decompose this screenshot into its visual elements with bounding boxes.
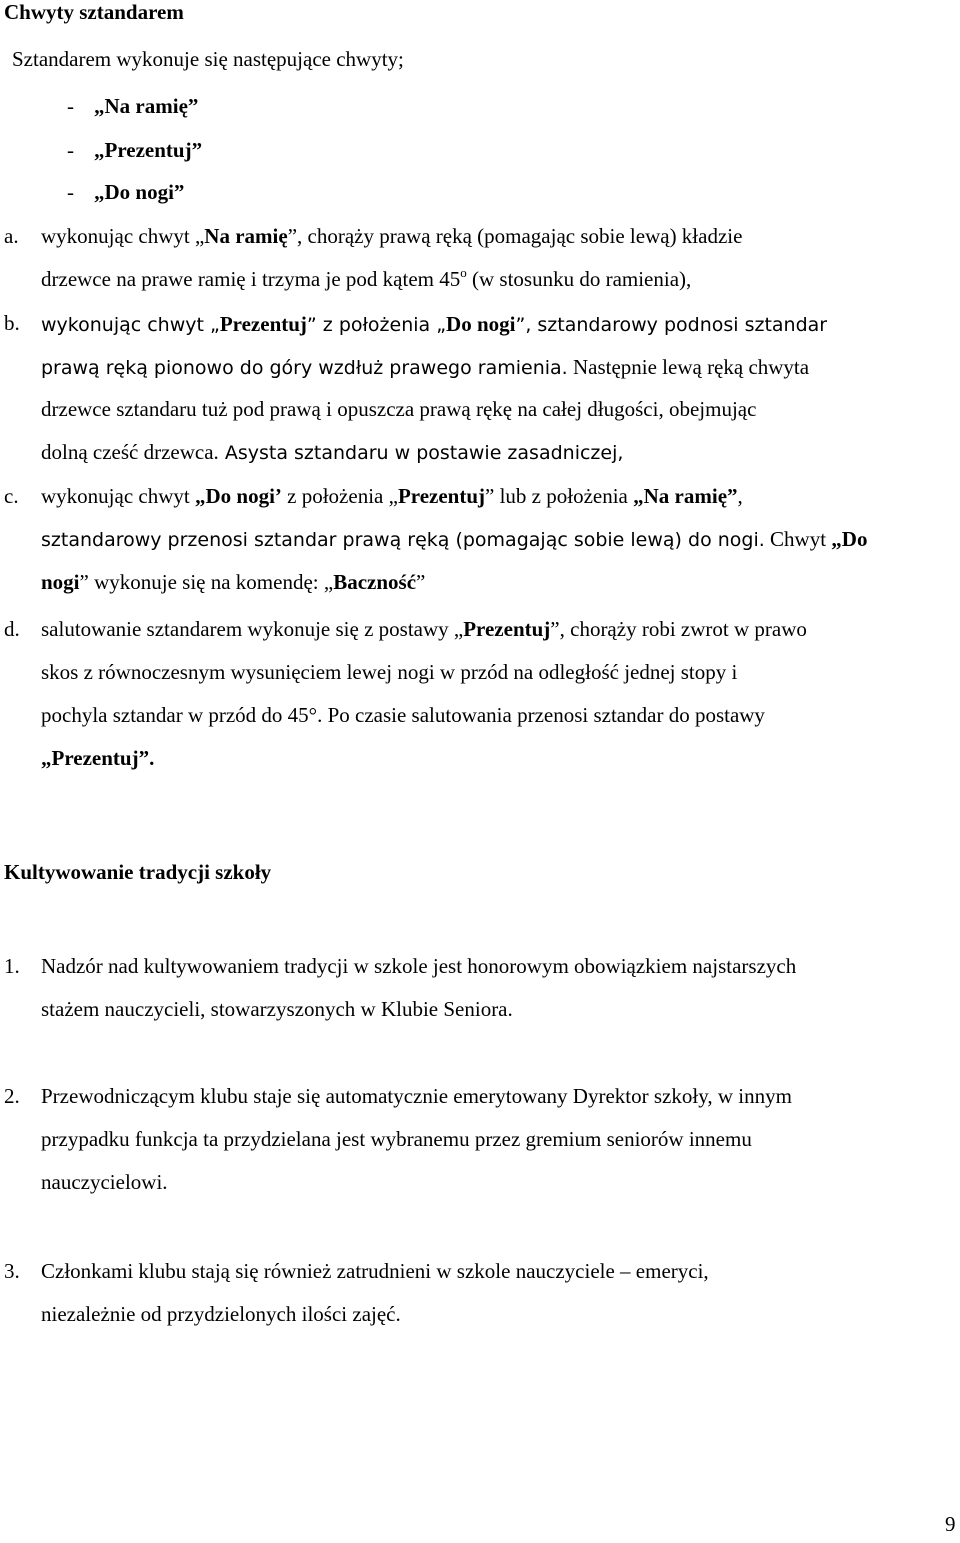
item-2-line-1: Przewodniczącym klubu staje się automatycznie emerytowany Dyrektor szkoły, w innym [41, 1084, 792, 1108]
list-marker-d: d. [4, 617, 20, 641]
item-d-line-4: „Prezentuj”. [41, 746, 155, 770]
item-c-line-3: nogi” wykonuje się na komendę: „Baczność” [41, 570, 426, 594]
list-marker-b: b. [4, 311, 20, 335]
grip-item-prezentuj: „Prezentuj” [94, 138, 203, 162]
grip-dash: - [67, 180, 74, 204]
item-a-line-2: drzewce na prawe ramię i trzyma je pod kątem 45$^o$ (w stosunku do ramienia), [41, 265, 692, 291]
item-c-line-1: wykonując chwyt „Do nogi’ z położenia „Prezentuj” lub z położenia „Na ramię”, [41, 484, 743, 508]
item-d-line-2: skos z równoczesnym wysunięciem lewej nogi w przód na odległość jednej stopy i [41, 660, 738, 684]
numbered-marker-2: 2. [4, 1084, 20, 1108]
item-2-line-3: nauczycielowi. [41, 1170, 168, 1194]
item-1-line-2: stażem nauczycieli, stowarzyszonych w Klubie Seniora. [41, 997, 513, 1021]
page-number: 9 [945, 1512, 956, 1536]
item-c-line-2: sztandarowy przenosi sztandar prawą ręką (pomagając sobie lewą) do nogi. Chwyt „Do [41, 527, 868, 551]
item-b-line-1: wykonując chwyt „Prezentuj” z położenia „Do nogi”, sztandarowy podnosi sztandar [41, 312, 828, 336]
section-heading-tradition: Kultywowanie tradycji szkoły [4, 860, 272, 884]
intro-text: Sztandarem wykonuje się następujące chwyty; [12, 47, 404, 71]
item-a-line-1: wykonując chwyt „Na ramię”, chorąży prawą ręką (pomagając sobie lewą) kładzie [41, 224, 743, 248]
item-b-line-3: drzewce sztandaru tuż pod prawą i opuszcza prawą rękę na całej długości, obejmując [41, 397, 757, 421]
item-3-line-2: niezależnie od przydzielonych ilości zajęć. [41, 1302, 401, 1326]
grip-dash: - [67, 138, 74, 162]
item-b-line-4: dolną cześć drzewca. Asysta sztandaru w postawie zasadniczej, [41, 440, 624, 464]
numbered-marker-1: 1. [4, 954, 20, 978]
section-heading-grips: Chwyty sztandarem [4, 0, 184, 24]
item-d-line-1: salutowanie sztandarem wykonuje się z postawy „Prezentuj”, chorąży robi zwrot w prawo [41, 617, 807, 641]
item-1-line-1: Nadzór nad kultywowaniem tradycji w szkole jest honorowym obowiązkiem najstarszych [41, 954, 797, 978]
grip-item-do-nogi: „Do nogi” [94, 180, 185, 204]
grip-item-na-ramie: „Na ramię” [94, 94, 199, 118]
list-marker-a: a. [4, 224, 19, 248]
numbered-marker-3: 3. [4, 1259, 20, 1283]
list-marker-c: c. [4, 484, 19, 508]
item-2-line-2: przypadku funkcja ta przydzielana jest wybranemu przez gremium seniorów innemu [41, 1127, 752, 1151]
item-b-line-2: prawą ręką pionowo do góry wzdłuż prawego ramienia. Następnie lewą ręką chwyta [41, 355, 810, 379]
grip-dash: - [67, 94, 74, 118]
item-3-line-1: Członkami klubu stają się również zatrudnieni w szkole nauczyciele – emeryci, [41, 1259, 709, 1283]
item-d-line-3: pochyla sztandar w przód do 45°. Po czasie salutowania przenosi sztandar do postawy [41, 703, 765, 727]
